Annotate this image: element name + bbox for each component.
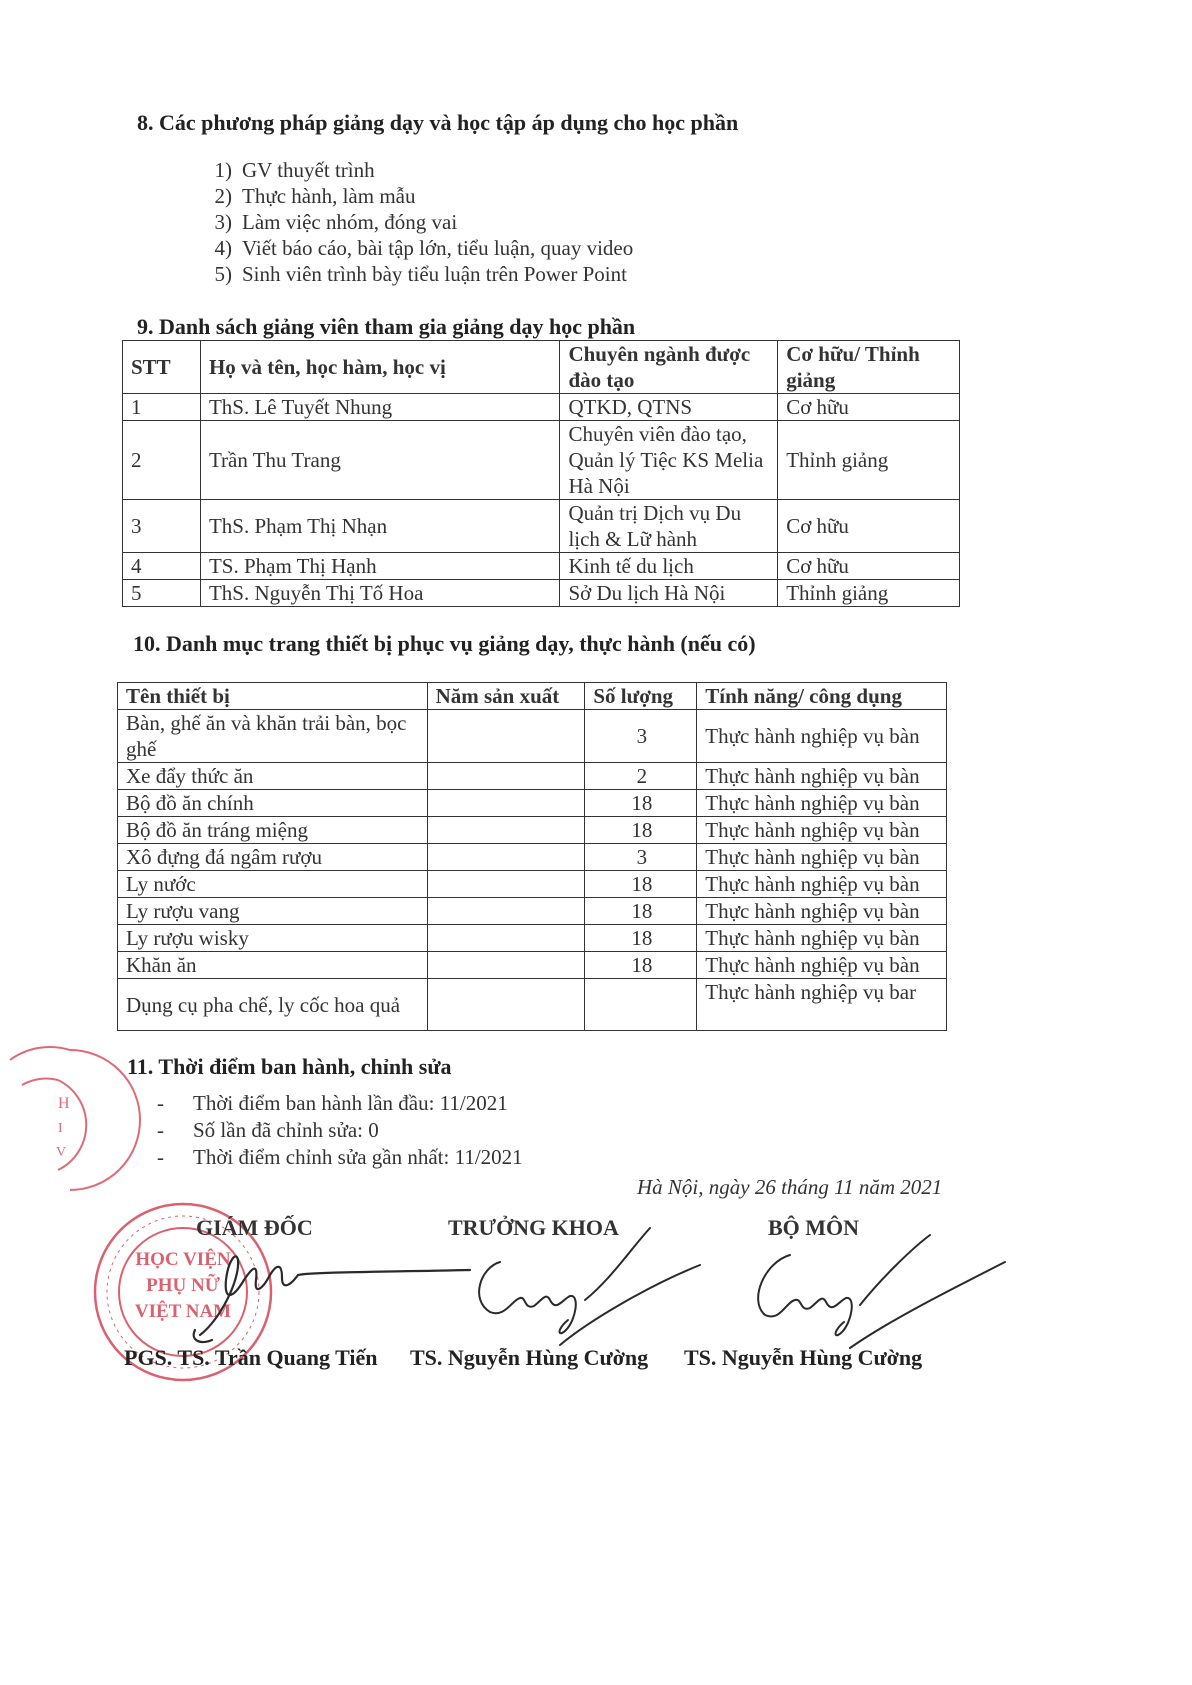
table-row: 1 ThS. Lê Tuyết Nhung QTKD, QTNS Cơ hữu <box>123 394 960 421</box>
stamp-line: PHỤ NỮ <box>146 1275 220 1296</box>
table-row: Ly rượu vang 18 Thực hành nghiệp vụ bàn <box>118 898 947 925</box>
table-row: Ly rượu wisky 18 Thực hành nghiệp vụ bàn <box>118 925 947 952</box>
header-equipment: Tên thiết bị <box>118 683 428 710</box>
header-use: Tính năng/ công dụng <box>697 683 947 710</box>
list-item: - Thời điểm ban hành lần đầu: 11/2021 <box>157 1091 508 1115</box>
table-row: Dụng cụ pha chế, ly cốc hoa quả Thực hành nghiệp vụ bar <box>118 979 947 1031</box>
faculty-head-signature <box>479 1228 700 1345</box>
section-10-heading: 10. Danh mục trang thiết bị phục vụ giảng dạy, thực hành (nếu có) <box>133 631 756 656</box>
stamp-line: VIỆT NAM <box>134 1301 232 1322</box>
svg-text:H: H <box>58 1095 70 1112</box>
department-signature <box>758 1235 1005 1348</box>
section-8-heading: 8. Các phương pháp giảng dạy và học tập áp dụng cho học phần <box>137 110 739 135</box>
table-row: Khăn ăn 18 Thực hành nghiệp vụ bàn <box>118 952 947 979</box>
stamp-line: HỌC VIỆN <box>135 1249 231 1270</box>
signature-title-faculty-head: TRƯỞNG KHOA <box>448 1215 619 1240</box>
table-row: Bàn, ghế ăn và khăn trải bàn, bọc ghế 3 Thực hành nghiệp vụ bàn <box>118 710 947 763</box>
signature-title-director: GIÁM ĐỐC <box>196 1215 313 1240</box>
signature-name-director: PGS. TS. Trần Quang Tiến <box>124 1345 378 1370</box>
svg-text:V: V <box>56 1145 67 1160</box>
table-row: Bộ đồ ăn chính 18 Thực hành nghiệp vụ bàn <box>118 790 947 817</box>
header-stt: STT <box>123 341 201 394</box>
table-row: Xe đẩy thức ăn 2 Thực hành nghiệp vụ bàn <box>118 763 947 790</box>
list-item: 2) Thực hành, làm mẫu <box>214 184 416 208</box>
partial-stamp <box>10 1047 140 1190</box>
list-item: - Thời điểm chỉnh sửa gần nhất: 11/2021 <box>157 1145 523 1169</box>
list-item: 5) Sinh viên trình bày tiểu luận trên Power Point <box>214 262 627 286</box>
signature-name-faculty-head: TS. Nguyễn Hùng Cường <box>410 1345 649 1370</box>
table-row: 4 TS. Phạm Thị Hạnh Kinh tế du lịch Cơ hữu <box>123 553 960 580</box>
svg-text:I: I <box>58 1121 63 1136</box>
table-row: 5 ThS. Nguyễn Thị Tố Hoa Sở Du lịch Hà Nội Thỉnh giảng <box>123 580 960 607</box>
list-item: - Số lần đã chỉnh sửa: 0 <box>157 1118 379 1142</box>
header-qty: Số lượng <box>585 683 697 710</box>
table-row: Bộ đồ ăn tráng miệng 18 Thực hành nghiệp vụ bàn <box>118 817 947 844</box>
header-name: Họ và tên, học hàm, học vị <box>200 341 559 394</box>
section-11-heading: 11. Thời điểm ban hành, chỉnh sửa <box>127 1054 452 1079</box>
signature-title-department: BỘ MÔN <box>768 1215 860 1240</box>
signature-name-department: TS. Nguyễn Hùng Cường <box>684 1345 923 1370</box>
date-line: Hà Nội, ngày 26 tháng 11 năm 2021 <box>637 1175 943 1199</box>
list-item: 1) GV thuyết trình <box>214 158 375 182</box>
list-item: 4) Viết báo cáo, bài tập lớn, tiểu luận, quay video <box>214 236 634 260</box>
table-row: 2 Trần Thu Trang Chuyên viên đào tạo, Quản lý Tiệc KS Melia Hà Nội Thỉnh giảng <box>123 421 960 500</box>
table-row: Ly nước 18 Thực hành nghiệp vụ bàn <box>118 871 947 898</box>
header-year: Năm sản xuất <box>427 683 585 710</box>
list-item: 3) Làm việc nhóm, đóng vai <box>214 210 458 234</box>
section-9-heading: 9. Danh sách giảng viên tham gia giảng dạy học phần <box>137 314 636 339</box>
table-row: 3 ThS. Phạm Thị Nhạn Quản trị Dịch vụ Du lịch & Lữ hành Cơ hữu <box>123 500 960 553</box>
table-row: Xô đựng đá ngâm rượu 3 Thực hành nghiệp vụ bàn <box>118 844 947 871</box>
header-major: Chuyên ngành được đào tạo <box>560 341 778 394</box>
header-type: Cơ hữu/ Thỉnh giảng <box>778 341 960 394</box>
